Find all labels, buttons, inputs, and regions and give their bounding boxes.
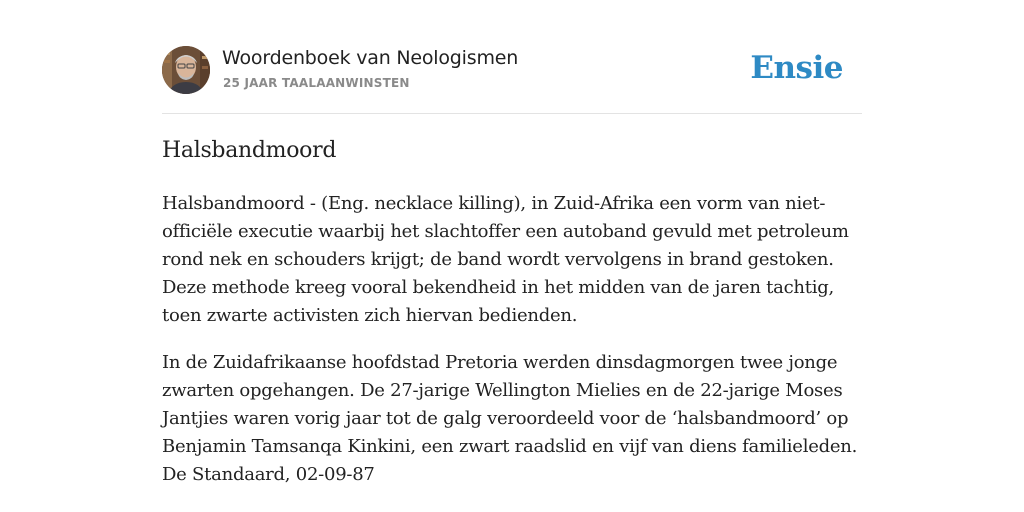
entry-title: Halsbandmoord [162, 138, 337, 163]
entry-paragraph-definition: Halsbandmoord - (Eng. necklace killing), in Zuid-Afrika een vorm van niet-officiële executie waarbij het slachtoffer een autoband gevuld met petroleum rond nek en schouders krijgt; de band wordt vervolgens in brand gestoken. Deze methode kreeg vooral bekendheid in het midden van de jaren tachtig, toen zwarte activisten zich hiervan bedienden. [162, 193, 849, 326]
author-tagline: 25 JAAR TAALAANWINSTEN [223, 76, 410, 90]
brand-logo[interactable]: Ensie [750, 50, 843, 86]
header [162, 46, 862, 96]
entry-card [162, 0, 862, 512]
author-name[interactable]: Woordenboek van Neologismen [222, 47, 519, 69]
divider [162, 113, 862, 114]
entry-paragraph-quote: In de Zuidafrikaanse hoofdstad Pretoria werden dinsdagmorgen twee jonge zwarten opgehangen. De 27-jarige Wellington Mielies en de 22-jarige Moses Jantjies waren vorig jaar tot de galg veroordeeld voor de ‘halsbandmoord’ op Benjamin Tamsanqa Kinkini, een zwart raadslid en vijf van diens familieleden. De Standaard, 02-09-87 [162, 352, 858, 485]
person-portrait-icon [162, 46, 210, 94]
author-avatar[interactable] [162, 46, 210, 94]
